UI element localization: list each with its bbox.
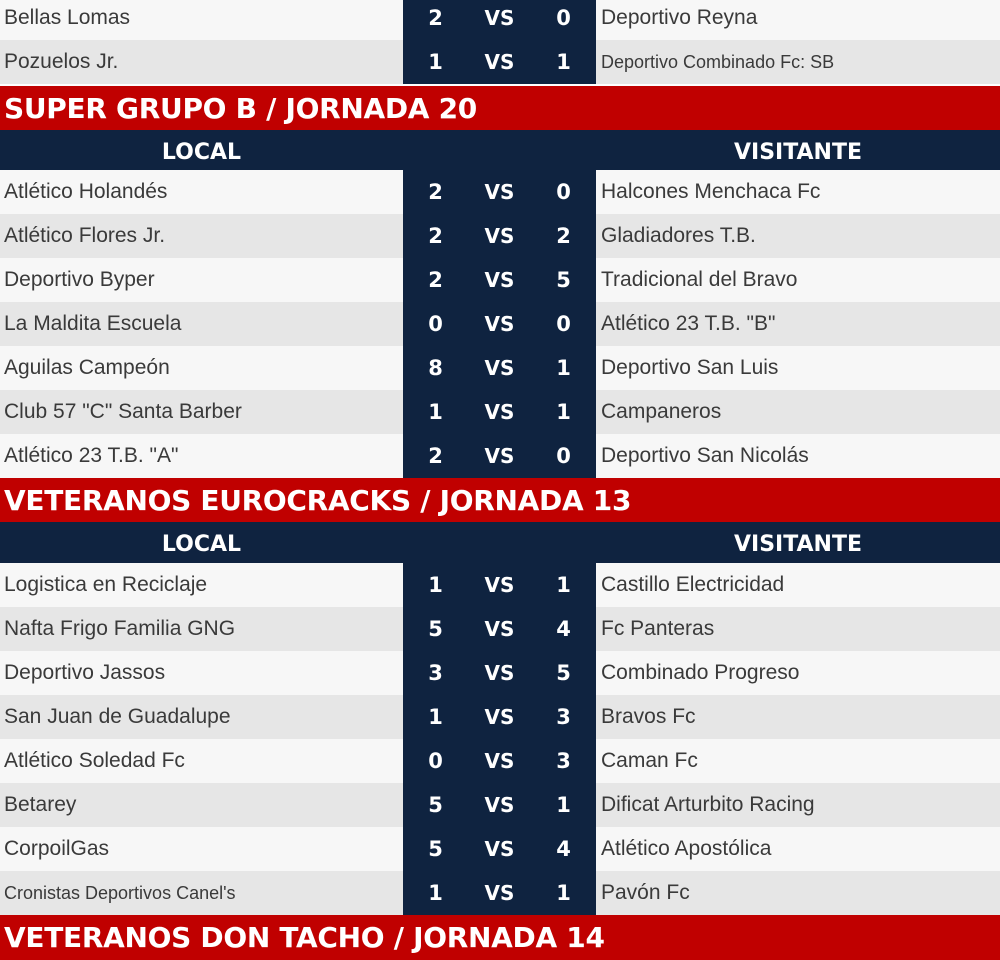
home-score: 2 <box>428 224 443 248</box>
home-score: 5 <box>428 793 443 817</box>
home-score: 1 <box>428 705 443 729</box>
away-team: Pavón Fc <box>596 871 1000 915</box>
scoreboard <box>403 563 596 607</box>
vs-label: VS <box>484 749 515 773</box>
scoreboard <box>403 346 596 390</box>
match-row <box>0 170 1000 214</box>
home-score: 5 <box>428 837 443 861</box>
home-team: Nafta Frigo Familia GNG <box>0 607 403 651</box>
scoreboard <box>403 258 596 302</box>
vs-label: VS <box>484 837 515 861</box>
visitante-header: VISITANTE <box>733 139 862 165</box>
vs-label: VS <box>484 881 515 905</box>
away-score: 3 <box>556 749 571 773</box>
home-team: Atlético Flores Jr. <box>0 214 403 258</box>
vs-label: VS <box>484 617 515 641</box>
scoreboard <box>403 170 596 214</box>
home-score: 0 <box>428 312 443 336</box>
home-team: Logistica en Reciclaje <box>0 563 403 607</box>
scoreboard <box>403 214 596 258</box>
home-team: Betarey <box>0 783 403 827</box>
away-score: 4 <box>556 617 571 641</box>
column-header <box>0 130 1000 174</box>
away-score: 1 <box>556 881 571 905</box>
scoreboard <box>403 390 596 434</box>
home-team: Bellas Lomas <box>0 0 403 40</box>
match-row <box>0 871 1000 915</box>
vs-label: VS <box>484 793 515 817</box>
home-team: La Maldita Escuela <box>0 302 403 346</box>
group-title-band: VETERANOS DON TACHO / JORNADA 14 <box>0 915 1000 960</box>
away-score: 4 <box>556 837 571 861</box>
away-team: Combinado Progreso <box>596 651 1000 695</box>
match-row <box>0 827 1000 871</box>
away-team: Deportivo San Luis <box>596 346 1000 390</box>
home-score: 2 <box>428 268 443 292</box>
vs-label: VS <box>484 50 515 74</box>
scoreboard <box>403 40 596 84</box>
home-score: 2 <box>428 6 443 30</box>
match-row <box>0 302 1000 346</box>
home-score: 5 <box>428 617 443 641</box>
vs-label: VS <box>484 312 515 336</box>
home-team: Aguilas Campeón <box>0 346 403 390</box>
away-team: Castillo Electricidad <box>596 563 1000 607</box>
home-score: 2 <box>428 444 443 468</box>
away-team: Deportivo Combinado Fc: SB <box>596 40 1000 84</box>
scoreboard <box>403 607 596 651</box>
away-team: Caman Fc <box>596 739 1000 783</box>
match-row <box>0 739 1000 783</box>
column-header <box>0 522 1000 566</box>
match-row <box>0 563 1000 607</box>
match-row <box>0 390 1000 434</box>
home-team: Atlético 23 T.B. "A" <box>0 434 403 478</box>
away-team: Campaneros <box>596 390 1000 434</box>
match-row <box>0 434 1000 478</box>
home-score: 1 <box>428 50 443 74</box>
vs-label: VS <box>484 661 515 685</box>
vs-label: VS <box>484 356 515 380</box>
away-score: 1 <box>556 573 571 597</box>
vs-label: VS <box>484 268 515 292</box>
match-row <box>0 783 1000 827</box>
away-score: 0 <box>556 6 571 30</box>
group-title-band: SUPER GRUPO B / JORNADA 20 <box>0 86 1000 130</box>
home-team: CorpoilGas <box>0 827 403 871</box>
away-score: 2 <box>556 224 571 248</box>
home-team: Pozuelos Jr. <box>0 40 403 84</box>
group-title-band: VETERANOS EUROCRACKS / JORNADA 13 <box>0 478 1000 522</box>
home-score: 0 <box>428 749 443 773</box>
vs-label: VS <box>484 6 515 30</box>
vs-label: VS <box>484 400 515 424</box>
away-team: Gladiadores T.B. <box>596 214 1000 258</box>
match-row <box>0 214 1000 258</box>
away-score: 0 <box>556 180 571 204</box>
home-score: 1 <box>428 573 443 597</box>
match-row <box>0 0 1000 40</box>
home-team: Atlético Soledad Fc <box>0 739 403 783</box>
home-score: 1 <box>428 881 443 905</box>
match-row <box>0 607 1000 651</box>
away-team: Atlético Apostólica <box>596 827 1000 871</box>
scoreboard <box>403 0 596 40</box>
home-team: Atlético Holandés <box>0 170 403 214</box>
scoreboard <box>403 302 596 346</box>
scoreboard <box>403 695 596 739</box>
away-team: Deportivo Reyna <box>596 0 1000 40</box>
vs-label: VS <box>484 705 515 729</box>
scoreboard <box>403 739 596 783</box>
scoreboard <box>403 783 596 827</box>
match-row <box>0 695 1000 739</box>
match-row <box>0 346 1000 390</box>
match-row <box>0 651 1000 695</box>
scoreboard <box>403 434 596 478</box>
home-team: Club 57 "C" Santa Barber <box>0 390 403 434</box>
away-team: Atlético 23 T.B. "B" <box>596 302 1000 346</box>
away-team: Deportivo San Nicolás <box>596 434 1000 478</box>
home-team: Cronistas Deportivos Canel's <box>0 871 403 915</box>
match-row <box>0 258 1000 302</box>
match-row <box>0 40 1000 84</box>
away-score: 1 <box>556 793 571 817</box>
home-score: 1 <box>428 400 443 424</box>
scoreboard <box>403 871 596 915</box>
vs-label: VS <box>484 180 515 204</box>
home-score: 3 <box>428 661 443 685</box>
away-team: Bravos Fc <box>596 695 1000 739</box>
away-score: 5 <box>556 661 571 685</box>
home-team: San Juan de Guadalupe <box>0 695 403 739</box>
home-team: Deportivo Jassos <box>0 651 403 695</box>
local-header: LOCAL <box>161 139 242 165</box>
away-score: 0 <box>556 312 571 336</box>
away-score: 1 <box>556 356 571 380</box>
away-score: 3 <box>556 705 571 729</box>
away-team: Tradicional del Bravo <box>596 258 1000 302</box>
vs-label: VS <box>484 573 515 597</box>
away-team: Fc Panteras <box>596 607 1000 651</box>
home-team: Deportivo Byper <box>0 258 403 302</box>
home-score: 2 <box>428 180 443 204</box>
away-score: 1 <box>556 50 571 74</box>
away-score: 5 <box>556 268 571 292</box>
away-team: Dificat Arturbito Racing <box>596 783 1000 827</box>
away-score: 1 <box>556 400 571 424</box>
visitante-header: VISITANTE <box>733 531 862 557</box>
local-header: LOCAL <box>161 531 242 557</box>
away-team: Halcones Menchaca Fc <box>596 170 1000 214</box>
scoreboard <box>403 827 596 871</box>
vs-label: VS <box>484 444 515 468</box>
scoreboard <box>403 651 596 695</box>
home-score: 8 <box>428 356 443 380</box>
vs-label: VS <box>484 224 515 248</box>
away-score: 0 <box>556 444 571 468</box>
